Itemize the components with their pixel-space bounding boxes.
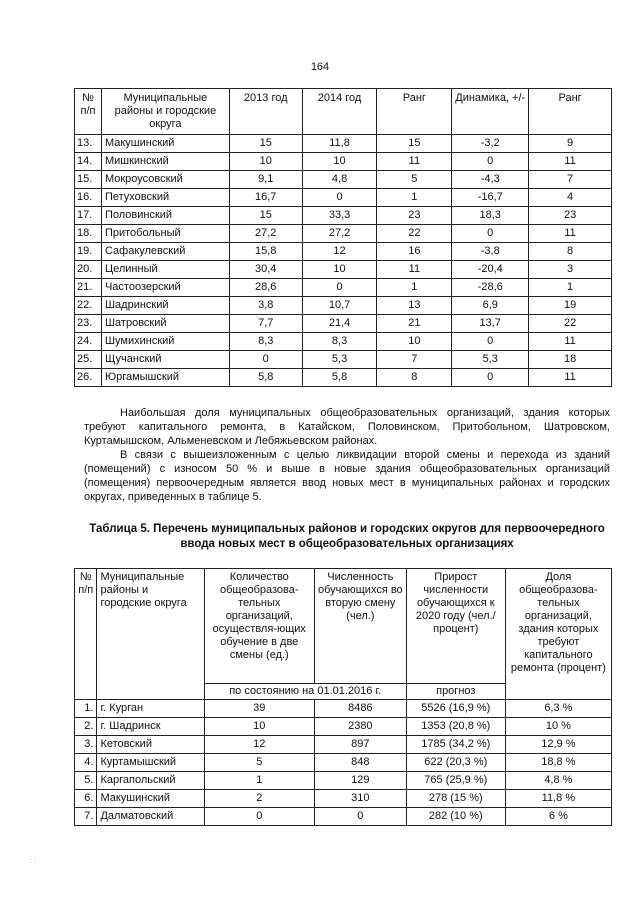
table-cell: 3,8 [229, 297, 302, 315]
table-cell: 0 [204, 808, 314, 826]
table-row [75, 279, 612, 297]
table-cell: 30,4 [229, 261, 302, 279]
table-cell: 20. [75, 261, 102, 279]
table-cell: 6 % [505, 808, 611, 826]
table-cell: Мокроусовский [101, 171, 229, 189]
table-cell: 0 [302, 189, 377, 207]
table-cell: 10 [302, 153, 377, 171]
page-number: 164 [310, 61, 330, 73]
table-cell: 28,6 [229, 279, 302, 297]
table-cell: 18. [75, 225, 102, 243]
table-cell: 4,8 % [505, 772, 611, 790]
table-cell: Щучанский [101, 351, 229, 369]
table-cell: 4. [75, 754, 97, 772]
table-cell: Частоозерский [101, 279, 229, 297]
table-cell: 11 [529, 153, 612, 171]
table-cell: 5,3 [302, 351, 377, 369]
table-row [75, 700, 612, 718]
table-cell: 8 [529, 243, 612, 261]
table-cell: 21. [75, 279, 102, 297]
table-cell: 622 (20,3 %) [406, 754, 505, 772]
table-cell: 5,8 [302, 369, 377, 387]
table-cell: 8 [377, 369, 452, 387]
table-cell: Макушинский [97, 790, 204, 808]
table-cell: 9,1 [229, 171, 302, 189]
table-row [75, 189, 612, 207]
table-cell: 11 [529, 333, 612, 351]
table-cell: 13,7 [452, 315, 529, 333]
table-cell: 1785 (34,2 %) [406, 736, 505, 754]
table-cell: Сафакулевский [101, 243, 229, 261]
table-cell: 9 [529, 135, 612, 153]
table-cell: 6,3 % [505, 700, 611, 718]
table-cell: 1353 (20,8 %) [406, 718, 505, 736]
rank-table [74, 88, 612, 387]
subheader-forecast: прогноз [406, 684, 505, 700]
table5-caption: Таблица 5. Перечень муниципальных районов и городских округов для первоочередного ввода новых мест в общеобразовательных организациях [89, 523, 605, 550]
header-number: № п/п [75, 569, 97, 700]
table-cell: 0 [229, 351, 302, 369]
table-cell: 11,8 % [505, 790, 611, 808]
table-cell: 1 [529, 279, 612, 297]
paragraph-1: Наибольшая доля муниципальных общеобразовательных организаций, здания которых требуют капитального ремонта, в Катайском, Половинском, Притобольном, Шатровском, Куртамышском, Альменевском и Лебяжьевском районах. [84, 407, 610, 447]
table-cell: 15,8 [229, 243, 302, 261]
table-cell: 8486 [314, 700, 406, 718]
table-cell: 18,3 [452, 207, 529, 225]
table-cell: Шатровский [101, 315, 229, 333]
table-cell: Шумихинский [101, 333, 229, 351]
table-cell: 16. [75, 189, 102, 207]
table-cell: -3,2 [452, 135, 529, 153]
table-cell: 17. [75, 207, 102, 225]
table-cell: 129 [314, 772, 406, 790]
table-row [75, 315, 612, 333]
table-cell: 13 [377, 297, 452, 315]
table-cell: 5. [75, 772, 97, 790]
table-cell: Целинный [101, 261, 229, 279]
table-row [75, 171, 612, 189]
text-block [84, 406, 610, 504]
table-cell: 8,3 [302, 333, 377, 351]
table-cell: 12 [204, 736, 314, 754]
header-growth: Прирост численности обучающихся к 2020 году (чел./процент) [406, 569, 505, 684]
table-cell: 19 [529, 297, 612, 315]
table-cell: 10 [204, 718, 314, 736]
table-cell: 13. [75, 135, 102, 153]
scan-mark: : : [30, 858, 36, 865]
table-cell: Далматовский [97, 808, 204, 826]
table-cell: 1 [377, 279, 452, 297]
table-header-row [75, 89, 612, 135]
table-cell: 21 [377, 315, 452, 333]
table-cell: 16,7 [229, 189, 302, 207]
table-row [75, 718, 612, 736]
header-district: Муниципальные районы и городские округа [101, 89, 229, 135]
table-cell: 16 [377, 243, 452, 261]
table-row [75, 736, 612, 754]
table-cell: 5 [377, 171, 452, 189]
table-cell: г. Курган [97, 700, 204, 718]
table-cell: 11,8 [302, 135, 377, 153]
table-cell: 11 [377, 153, 452, 171]
table-cell: 15. [75, 171, 102, 189]
table-cell: 24. [75, 333, 102, 351]
header-rank: Ранг [377, 89, 452, 135]
table-cell: 4 [529, 189, 612, 207]
table-cell: 39 [204, 700, 314, 718]
table-cell: 3. [75, 736, 97, 754]
table-cell: 765 (25,9 %) [406, 772, 505, 790]
table-cell: -16,7 [452, 189, 529, 207]
table-cell: 5526 (16,9 %) [406, 700, 505, 718]
table-cell: 12,9 % [505, 736, 611, 754]
table-cell: 10,7 [302, 297, 377, 315]
table-row [75, 808, 612, 826]
table-cell: 8,3 [229, 333, 302, 351]
table5-body [75, 700, 612, 826]
table-cell: 15 [229, 207, 302, 225]
header-district: Муниципальные районы и городские округа [97, 569, 204, 700]
table-row [75, 333, 612, 351]
table-cell: Юргамышский [101, 369, 229, 387]
table-cell: 2380 [314, 718, 406, 736]
table-cell: 0 [452, 153, 529, 171]
table-cell: Притобольный [101, 225, 229, 243]
table-cell: 27,2 [229, 225, 302, 243]
table-cell: 5 [204, 754, 314, 772]
table-row [75, 754, 612, 772]
table-cell: 22 [529, 315, 612, 333]
table-cell: 4,8 [302, 171, 377, 189]
table-cell: 5,8 [229, 369, 302, 387]
table-cell: 27,2 [302, 225, 377, 243]
table-cell: Половинский [101, 207, 229, 225]
table-cell: 18 [529, 351, 612, 369]
table-cell: 12 [302, 243, 377, 261]
table-cell: 14. [75, 153, 102, 171]
table-cell: 11 [529, 369, 612, 387]
table-cell: -3,8 [452, 243, 529, 261]
table-cell: Макушинский [101, 135, 229, 153]
table-cell: 2 [204, 790, 314, 808]
table-cell: 18,8 % [505, 754, 611, 772]
table-cell: 897 [314, 736, 406, 754]
table-cell: 23 [529, 207, 612, 225]
rank-table-body [75, 135, 612, 387]
table-row [75, 261, 612, 279]
table-cell: Петуховский [101, 189, 229, 207]
table-cell: 0 [302, 279, 377, 297]
table-cell: -4,3 [452, 171, 529, 189]
table-cell: Шадринский [101, 297, 229, 315]
table-cell: 23. [75, 315, 102, 333]
table5 [74, 568, 612, 826]
table-cell: 19. [75, 243, 102, 261]
table-cell: 0 [452, 369, 529, 387]
table-cell: -20,4 [452, 261, 529, 279]
table-cell: 0 [452, 333, 529, 351]
table-row [75, 153, 612, 171]
header-dynamics: Динамика, +/- [452, 89, 529, 135]
table-cell: 7 [377, 351, 452, 369]
header-second-shift-students: Численность обучающихся во вторую смену (чел.) [314, 569, 406, 684]
table-cell: Кетовский [97, 736, 204, 754]
table-row [75, 351, 612, 369]
table-cell: 310 [314, 790, 406, 808]
table-cell: 11 [377, 261, 452, 279]
header-rank-2: Ранг [529, 89, 612, 135]
paragraph-2: В связи с вышеизложенным с целью ликвидации второй смены и перехода из зданий (помещений) с износом 50 % и выше в новые здания общеобразовательных организаций (помещения) первоочередным является ввод новых мест в муниципальных районах и городских округах, приведенных в таблице 5. [84, 449, 610, 503]
header-two-shift-orgs: Количество общеобразова-тельных организаций, осуществля-ющих обучение в две смены (ед.) [204, 569, 314, 684]
table-cell: 15 [377, 135, 452, 153]
table-cell: 1 [204, 772, 314, 790]
header-2014: 2014 год [302, 89, 377, 135]
header-repair-share: Доля общеобразова-тельных организаций, здания которых требуют капитального ремонта (процент) [505, 569, 611, 700]
table-cell: 21,4 [302, 315, 377, 333]
table-row [75, 207, 612, 225]
table-cell: 10 [377, 333, 452, 351]
table-row [75, 135, 612, 153]
table-cell: Каргапольский [97, 772, 204, 790]
table-row [75, 772, 612, 790]
table-cell: 0 [314, 808, 406, 826]
table-cell: 282 (10 %) [406, 808, 505, 826]
subheader-state-date: по состоянию на 01.01.2016 г. [204, 684, 406, 700]
table-cell: 7. [75, 808, 97, 826]
table-row [75, 790, 612, 808]
table-row [75, 243, 612, 261]
table-cell: 3 [529, 261, 612, 279]
table-cell: 5,3 [452, 351, 529, 369]
table-cell: 10 [229, 153, 302, 171]
table-cell: 7,7 [229, 315, 302, 333]
table-cell: Куртамышский [97, 754, 204, 772]
table-cell: 1 [377, 189, 452, 207]
table-cell: 22. [75, 297, 102, 315]
header-number: № п/п [75, 89, 102, 135]
table-cell: г. Шадринск [97, 718, 204, 736]
table-cell: 1. [75, 700, 97, 718]
table-cell: -28,6 [452, 279, 529, 297]
table-cell: 22 [377, 225, 452, 243]
table-cell: 848 [314, 754, 406, 772]
table-cell: 10 % [505, 718, 611, 736]
table-row [75, 369, 612, 387]
table-header-row [75, 569, 612, 684]
header-2013: 2013 год [229, 89, 302, 135]
table-cell: 33,3 [302, 207, 377, 225]
table-row [75, 297, 612, 315]
table-cell: 6. [75, 790, 97, 808]
table-cell: 6,9 [452, 297, 529, 315]
table-cell: 7 [529, 171, 612, 189]
table-cell: 11 [529, 225, 612, 243]
table-cell: 0 [452, 225, 529, 243]
table-cell: Мишкинский [101, 153, 229, 171]
table-cell: 15 [229, 135, 302, 153]
table-cell: 10 [302, 261, 377, 279]
table-row [75, 225, 612, 243]
table-cell: 278 (15 %) [406, 790, 505, 808]
table-cell: 23 [377, 207, 452, 225]
table-cell: 2. [75, 718, 97, 736]
table-cell: 26. [75, 369, 102, 387]
table-cell: 25. [75, 351, 102, 369]
